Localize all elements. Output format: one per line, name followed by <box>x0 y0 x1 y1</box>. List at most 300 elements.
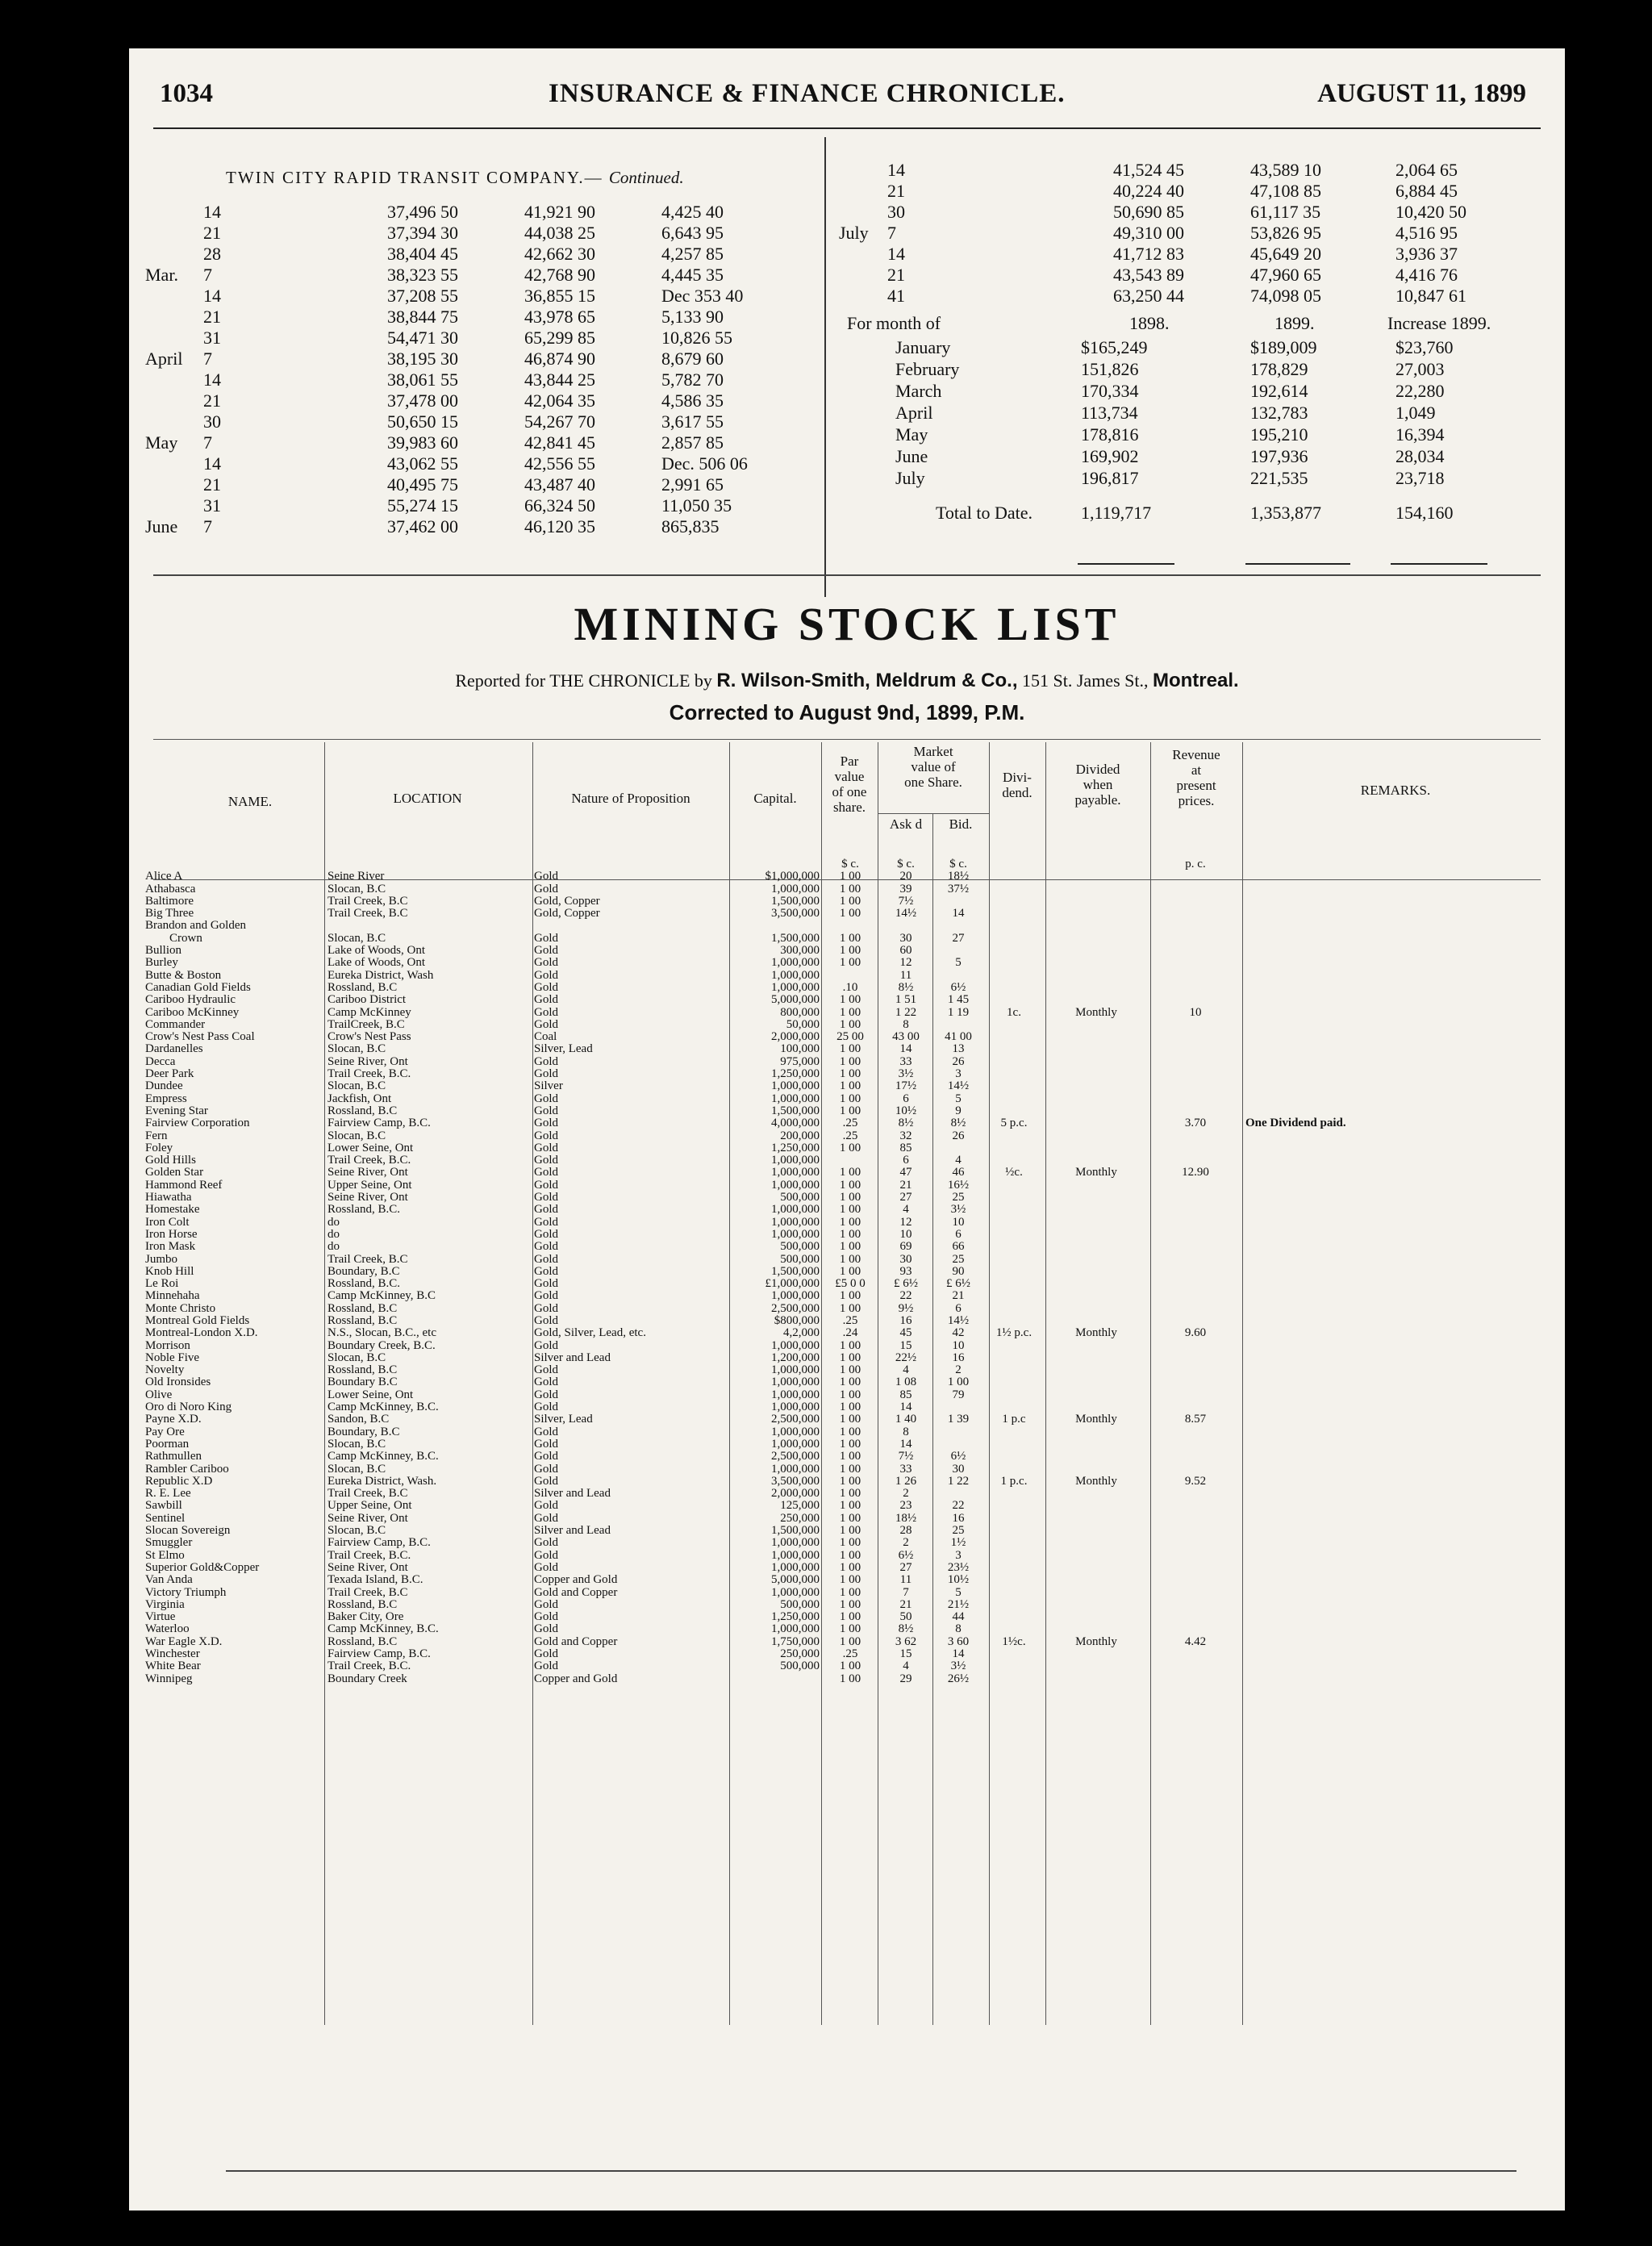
par-line-3: of one <box>832 784 867 799</box>
monthly-header-cell: For month of <box>847 313 941 333</box>
asked-price: 60 <box>899 945 912 958</box>
stock-location: Trail Creek, B.C. <box>327 1154 411 1167</box>
table-row <box>145 1080 1565 1092</box>
par-value: .24 <box>842 1327 858 1340</box>
unit-label: $ c. <box>897 858 915 870</box>
stock-location: Seine River, Ont <box>327 1512 408 1525</box>
table-row <box>145 1364 1565 1376</box>
table-row <box>145 1451 1565 1463</box>
stock-nature: Copper and Gold <box>534 1672 618 1685</box>
day-label: 31 <box>203 495 221 516</box>
stock-name: Winchester <box>145 1648 200 1660</box>
earnings-1899: 42,841 45 <box>524 432 595 453</box>
table-row <box>145 1513 1565 1525</box>
dividend-payable: Monthly <box>1075 1475 1117 1488</box>
stock-name: Golden Star <box>145 1167 204 1179</box>
stock-capital: 1,000,000 <box>771 1290 820 1303</box>
stock-location: do <box>327 1241 340 1254</box>
par-value: 1 00 <box>839 1364 861 1377</box>
stock-name: Virtue <box>145 1611 176 1624</box>
col-header-nature: Nature of Proposition <box>571 791 690 806</box>
dividend-payable: Monthly <box>1075 1635 1117 1648</box>
stock-location: TrailCreek, B.C <box>327 1018 405 1031</box>
table-row <box>145 1179 1565 1192</box>
earnings-row <box>145 286 823 307</box>
day-label: 21 <box>203 390 221 411</box>
stock-name: Iron Colt <box>145 1216 190 1229</box>
table-row <box>145 1636 1565 1648</box>
asked-price: 17½ <box>895 1080 917 1093</box>
table-row <box>145 1019 1565 1031</box>
stock-capital: 1,000,000 <box>771 1586 820 1599</box>
asked-price: 22½ <box>895 1351 917 1364</box>
asked-price: 1 51 <box>895 994 917 1007</box>
unit-label: $ c. <box>841 858 859 870</box>
stock-location: Slocan, B.C <box>327 1351 386 1364</box>
par-value: .10 <box>842 981 858 994</box>
col-header-bid: Bid. <box>949 816 973 832</box>
monthly-header <box>839 313 1549 337</box>
stock-nature: Gold <box>534 1055 558 1068</box>
earnings-1899: 47,960 65 <box>1250 265 1321 285</box>
stock-nature: Gold <box>534 1623 558 1636</box>
table-row <box>145 1587 1565 1599</box>
asked-price: 33 <box>899 1055 912 1068</box>
monthly-increase: $23,760 <box>1395 337 1454 357</box>
stock-nature: Gold <box>534 1068 558 1081</box>
par-value: 1 00 <box>839 1586 861 1599</box>
stock-location: Trail Creek, B.C <box>327 908 408 921</box>
unit-label: $ c. <box>949 858 967 870</box>
stock-location: Boundary B.C <box>327 1376 398 1389</box>
table-row <box>145 1550 1565 1562</box>
stock-nature: Silver, Lead <box>534 1043 593 1056</box>
stock-location: Slocan, B.C <box>327 1525 386 1538</box>
monthly-1899: 197,936 <box>1250 446 1308 466</box>
stock-location: Jackfish, Ont <box>327 1092 392 1105</box>
table-row <box>145 994 1565 1006</box>
bid-price: 9 <box>955 1104 962 1117</box>
stock-name: Alice A <box>145 870 183 883</box>
earnings-1898: 55,274 15 <box>387 495 458 516</box>
day-label: 21 <box>203 223 221 243</box>
earnings-row <box>145 202 823 223</box>
stock-nature: Gold <box>534 1142 558 1154</box>
par-value: 1 00 <box>839 1463 861 1476</box>
par-value: 1 00 <box>839 908 861 921</box>
earnings-1898: 41,524 45 <box>1113 160 1184 180</box>
table-row <box>145 1254 1565 1266</box>
monthly-1899: 192,614 <box>1250 381 1308 401</box>
dividend: 1 p.c <box>1002 1413 1026 1426</box>
asked-price: 30 <box>899 1253 912 1266</box>
day-label: 31 <box>203 328 221 348</box>
table-row <box>145 1241 1565 1253</box>
stock-nature: Gold <box>534 1192 558 1204</box>
stock-nature: Gold <box>534 1167 558 1179</box>
stock-capital: 1,000,000 <box>771 1179 820 1192</box>
col-header-capital: Capital. <box>753 791 797 806</box>
stock-capital: 300,000 <box>780 945 820 958</box>
stock-name: Rambler Cariboo <box>145 1463 229 1476</box>
stock-capital: 2,500,000 <box>771 1451 820 1463</box>
stock-nature: Gold <box>534 1512 558 1525</box>
asked-price: 23 <box>899 1500 912 1513</box>
par-value: 1 00 <box>839 1660 861 1673</box>
corrected-date: Corrected to August 9nd, 1899, P.M. <box>669 700 1025 724</box>
revenue-line-3: present <box>1176 778 1216 793</box>
monthly-increase: 22,280 <box>1395 381 1445 401</box>
asked-price: 11 <box>899 1574 912 1587</box>
bid-price: 79 <box>952 1388 965 1401</box>
table-row <box>145 1217 1565 1229</box>
table-row <box>145 1463 1565 1476</box>
stock-name: Montreal Gold Fields <box>145 1314 250 1327</box>
stock-location: Texada Island, B.C. <box>327 1574 423 1587</box>
par-value: 1 00 <box>839 1438 861 1451</box>
market-value-rule <box>878 813 989 814</box>
monthly-1898: 169,902 <box>1081 446 1139 466</box>
stock-name: Payne X.D. <box>145 1413 202 1426</box>
par-value: 1 00 <box>839 1388 861 1401</box>
total-row <box>839 503 1549 527</box>
bid-price: 14 <box>952 1648 965 1660</box>
asked-price: 16 <box>899 1314 912 1327</box>
asked-price: 3 62 <box>895 1635 917 1648</box>
table-row <box>145 1562 1565 1574</box>
earnings-row <box>839 202 1549 223</box>
day-label: 7 <box>203 265 212 285</box>
bid-price: 26 <box>952 1055 965 1068</box>
column-divider <box>824 137 826 597</box>
par-value: 1 00 <box>839 1055 861 1068</box>
table-top-rule <box>153 739 1541 740</box>
par-value: 1 00 <box>839 1228 861 1241</box>
par-value: 1 00 <box>839 1525 861 1538</box>
stock-name: Jumbo <box>145 1253 178 1266</box>
day-label: 30 <box>887 202 905 222</box>
table-row <box>145 1660 1565 1672</box>
stock-capital: 2,000,000 <box>771 1031 820 1044</box>
bid-price: 26½ <box>947 1672 970 1685</box>
stock-capital: 250,000 <box>780 1512 820 1525</box>
par-value: 1 00 <box>839 1265 861 1278</box>
difference: 4,586 35 <box>661 390 724 411</box>
bid-price: 41 00 <box>945 1031 972 1044</box>
monthly-header-cell: 1898. <box>1129 313 1170 333</box>
monthly-row <box>839 381 1549 403</box>
stock-name: Rathmullen <box>145 1451 202 1463</box>
par-value: 1 00 <box>839 895 861 908</box>
stock-name: Fern <box>145 1129 168 1142</box>
stock-location: Fairview Camp, B.C. <box>327 1537 431 1550</box>
table-row <box>145 1007 1565 1019</box>
par-value: 1 00 <box>839 1512 861 1525</box>
asked-price: 15 <box>899 1648 912 1660</box>
stock-name: White Bear <box>145 1660 201 1673</box>
asked-price: 8 <box>903 1018 909 1031</box>
bid-price: 21 <box>952 1290 965 1303</box>
asked-price: 21 <box>899 1179 912 1192</box>
stock-name: Iron Horse <box>145 1228 198 1241</box>
par-value: 1 00 <box>839 1290 861 1303</box>
asked-price: 50 <box>899 1611 912 1624</box>
table-row <box>145 1266 1565 1278</box>
par-value: 1 00 <box>839 1018 861 1031</box>
stock-name: Empress <box>145 1092 187 1105</box>
difference: 3,936 37 <box>1395 244 1458 264</box>
stock-nature: Gold <box>534 1364 558 1377</box>
earnings-1899: 46,120 35 <box>524 516 595 536</box>
day-label: 21 <box>203 307 221 327</box>
monthly-1898: 151,826 <box>1081 359 1139 379</box>
earnings-row <box>145 516 823 537</box>
monthly-1899: 221,535 <box>1250 468 1308 488</box>
section-rule <box>153 574 1541 576</box>
stock-location: Trail Creek, B.C <box>327 895 408 908</box>
stock-capital: 50,000 <box>786 1018 820 1031</box>
dividend: 1c. <box>1007 1006 1021 1019</box>
par-value: .25 <box>842 1129 858 1142</box>
stock-name: Old Ironsides <box>145 1376 211 1389</box>
difference: 10,420 50 <box>1395 202 1466 222</box>
table-row <box>145 1599 1565 1611</box>
divided-line-1: Divided <box>1075 762 1120 777</box>
stock-capital: 1,000,000 <box>771 957 820 970</box>
table-row <box>145 1525 1565 1537</box>
earnings-1898: 40,224 40 <box>1113 181 1184 201</box>
day-label: 30 <box>203 411 221 432</box>
bid-price: 14½ <box>947 1314 970 1327</box>
table-row <box>145 1105 1565 1117</box>
table-row <box>145 1500 1565 1512</box>
bid-price: 14½ <box>947 1080 970 1093</box>
month-name: March <box>895 381 942 401</box>
stock-capital: 250,000 <box>780 1648 820 1660</box>
bid-price: 1 19 <box>947 1006 970 1019</box>
stock-nature: Gold <box>534 1376 558 1389</box>
stock-location: Lower Seine, Ont <box>327 1388 414 1401</box>
asked-price: 10½ <box>895 1104 917 1117</box>
bid-price: 18½ <box>947 870 970 883</box>
difference: 4,416 76 <box>1395 265 1458 285</box>
difference: Dec 353 40 <box>661 286 744 306</box>
stock-location: Boundary, B.C <box>327 1426 400 1438</box>
stock-name: Burley <box>145 957 178 970</box>
asked-price: 11 <box>899 969 912 982</box>
stock-name: Baltimore <box>145 895 194 908</box>
top-rule <box>153 127 1541 129</box>
asked-price: 2 <box>903 1537 909 1550</box>
asked-price: 30 <box>899 932 912 945</box>
stock-capital: 1,250,000 <box>771 1142 820 1154</box>
stock-capital: 200,000 <box>780 1129 820 1142</box>
earnings-1899: 53,826 95 <box>1250 223 1321 243</box>
par-value: 1 00 <box>839 1043 861 1056</box>
stock-capital: 2,500,000 <box>771 1413 820 1426</box>
continued-label: Continued. <box>608 168 684 187</box>
earnings-1899: 66,324 50 <box>524 495 595 516</box>
earnings-1898: 41,712 83 <box>1113 244 1184 264</box>
issue-date: AUGUST 11, 1899 <box>1317 79 1526 108</box>
stock-nature: Silver <box>534 1080 563 1093</box>
earnings-1899: 41,921 90 <box>524 202 595 222</box>
earnings-row <box>145 307 823 328</box>
earnings-1898: 50,690 85 <box>1113 202 1184 222</box>
asked-price: 32 <box>899 1129 912 1142</box>
stock-nature: Gold <box>534 1314 558 1327</box>
stock-nature: Gold, Silver, Lead, etc. <box>534 1327 646 1340</box>
difference: 10,847 61 <box>1395 286 1466 306</box>
stock-name: Republic X.D <box>145 1475 213 1488</box>
bid-price: 1 22 <box>947 1475 970 1488</box>
earnings-1899: 43,844 25 <box>524 369 595 390</box>
stock-capital: 1,500,000 <box>771 1104 820 1117</box>
table-row <box>145 1167 1565 1179</box>
stock-location: Camp McKinney, B.C. <box>327 1623 439 1636</box>
stock-location: Boundary, B.C <box>327 1265 400 1278</box>
earnings-row <box>145 369 823 390</box>
monthly-increase: 16,394 <box>1395 424 1445 445</box>
asked-price: 27 <box>899 1561 912 1574</box>
stock-name: Monte Christo <box>145 1302 216 1315</box>
stock-location: Seine River, Ont <box>327 1561 408 1574</box>
stock-capital: £1,000,000 <box>765 1278 820 1291</box>
month-label: May <box>145 432 178 453</box>
broker-name: R. Wilson-Smith, Meldrum & Co., <box>716 670 1018 691</box>
bid-price: 22 <box>952 1500 965 1513</box>
day-label: 28 <box>203 244 221 264</box>
revenue-pct: 9.52 <box>1184 1475 1207 1488</box>
stock-capital: 1,000,000 <box>771 1228 820 1241</box>
par-value: 1 00 <box>839 932 861 945</box>
earnings-1898: 43,062 55 <box>387 453 458 474</box>
asked-price: 33 <box>899 1463 912 1476</box>
earnings-1899: 43,589 10 <box>1250 160 1321 180</box>
bid-price: 4 <box>955 1154 962 1167</box>
par-value: 1 00 <box>839 1092 861 1105</box>
stock-location: do <box>327 1216 340 1229</box>
dividend-line-2: dend. <box>1002 785 1032 800</box>
stock-nature: Gold <box>534 1018 558 1031</box>
page-number: 1034 <box>160 79 213 108</box>
stock-capital: 1,500,000 <box>771 1265 820 1278</box>
monthly-1898: 196,817 <box>1081 468 1139 488</box>
broker-address: 151 St. James St., <box>1022 670 1149 691</box>
par-value: 1 00 <box>839 1167 861 1179</box>
difference: 5,782 70 <box>661 369 724 390</box>
table-row <box>145 1413 1565 1426</box>
stock-name: Cariboo McKinney <box>145 1006 240 1019</box>
total-1898: 1,119,717 <box>1081 503 1152 523</box>
stock-capital: 1,500,000 <box>771 1525 820 1538</box>
earnings-1899: 45,649 20 <box>1250 244 1321 264</box>
stock-name: St Elmo <box>145 1549 185 1562</box>
table-row <box>145 1031 1565 1043</box>
stock-name: Deer Park <box>145 1068 194 1081</box>
earnings-1898: 38,061 55 <box>387 369 458 390</box>
par-value: 1 00 <box>839 1537 861 1550</box>
stock-name: Dardanelles <box>145 1043 203 1056</box>
earnings-1899: 61,117 35 <box>1250 202 1321 222</box>
stock-nature: Gold <box>534 1290 558 1303</box>
asked-price: 8 <box>903 1426 909 1438</box>
asked-price: 1 26 <box>895 1475 917 1488</box>
stock-location: Rossland, B.C <box>327 1364 398 1377</box>
total-increase: 154,160 <box>1395 503 1454 523</box>
asked-price: 2 <box>903 1488 909 1501</box>
bid-price: 6½ <box>950 981 966 994</box>
par-value: 1 00 <box>839 1302 861 1315</box>
stock-name: Le Roi <box>145 1278 179 1291</box>
table-row <box>145 1673 1565 1685</box>
difference: 5,133 90 <box>661 307 724 327</box>
month-name: January <box>895 337 951 357</box>
broker-city: Montreal. <box>1152 670 1239 691</box>
dividend-payable: Monthly <box>1075 1413 1117 1426</box>
asked-price: 85 <box>899 1142 912 1154</box>
difference: 3,617 55 <box>661 411 724 432</box>
stock-nature: Gold <box>534 1401 558 1414</box>
par-value: 1 00 <box>839 1413 861 1426</box>
bid-price: 8 <box>955 1623 962 1636</box>
stock-nature: Gold and Copper <box>534 1635 618 1648</box>
stock-location: Rossland, B.C. <box>327 1204 401 1217</box>
earnings-row <box>839 223 1549 244</box>
earnings-row <box>839 286 1549 307</box>
par-value: 1 00 <box>839 883 861 895</box>
divided-line-2: when <box>1083 777 1113 792</box>
par-value: 1 00 <box>839 1623 861 1636</box>
stock-nature: Gold <box>534 1537 558 1550</box>
month-label: June <box>145 516 178 536</box>
bid-price: 3 60 <box>947 1635 970 1648</box>
stock-capital: 1,000,000 <box>771 1463 820 1476</box>
stock-nature: Gold <box>534 932 558 945</box>
bid-price: 10 <box>952 1216 965 1229</box>
bid-price: 1 00 <box>947 1376 970 1389</box>
earnings-1899: 43,487 40 <box>524 474 595 495</box>
col-header-par <box>823 754 876 815</box>
col-header-asked: Ask d <box>889 816 923 832</box>
asked-price: 69 <box>899 1241 912 1254</box>
par-value: 1 00 <box>839 1611 861 1624</box>
stock-nature: Gold <box>534 1179 558 1192</box>
stock-name: Sawbill <box>145 1500 182 1513</box>
asked-price: 4 <box>903 1660 909 1673</box>
table-row <box>145 1192 1565 1204</box>
earnings-row <box>839 181 1549 202</box>
month-name: February <box>895 359 960 379</box>
asked-price: 8½ <box>898 981 914 994</box>
asked-price: 6 <box>903 1092 909 1105</box>
par-value: 1 00 <box>839 1068 861 1081</box>
asked-price: 7 <box>903 1586 909 1599</box>
stock-name: Waterloo <box>145 1623 190 1636</box>
par-value: 1 00 <box>839 1672 861 1685</box>
stock-nature: Gold <box>534 957 558 970</box>
mining-stock-table <box>145 858 1565 1685</box>
par-value: 1 00 <box>839 1475 861 1488</box>
stock-name: Minnehaha <box>145 1290 200 1303</box>
par-value: .25 <box>842 1117 858 1130</box>
stock-name: Slocan Sovereign <box>145 1525 231 1538</box>
stock-location: Trail Creek, B.C <box>327 1488 408 1501</box>
asked-price: £ 6½ <box>894 1278 918 1291</box>
month-name: June <box>895 446 928 466</box>
stock-location: Upper Seine, Ont <box>327 1500 412 1513</box>
earnings-1899: 44,038 25 <box>524 223 595 243</box>
